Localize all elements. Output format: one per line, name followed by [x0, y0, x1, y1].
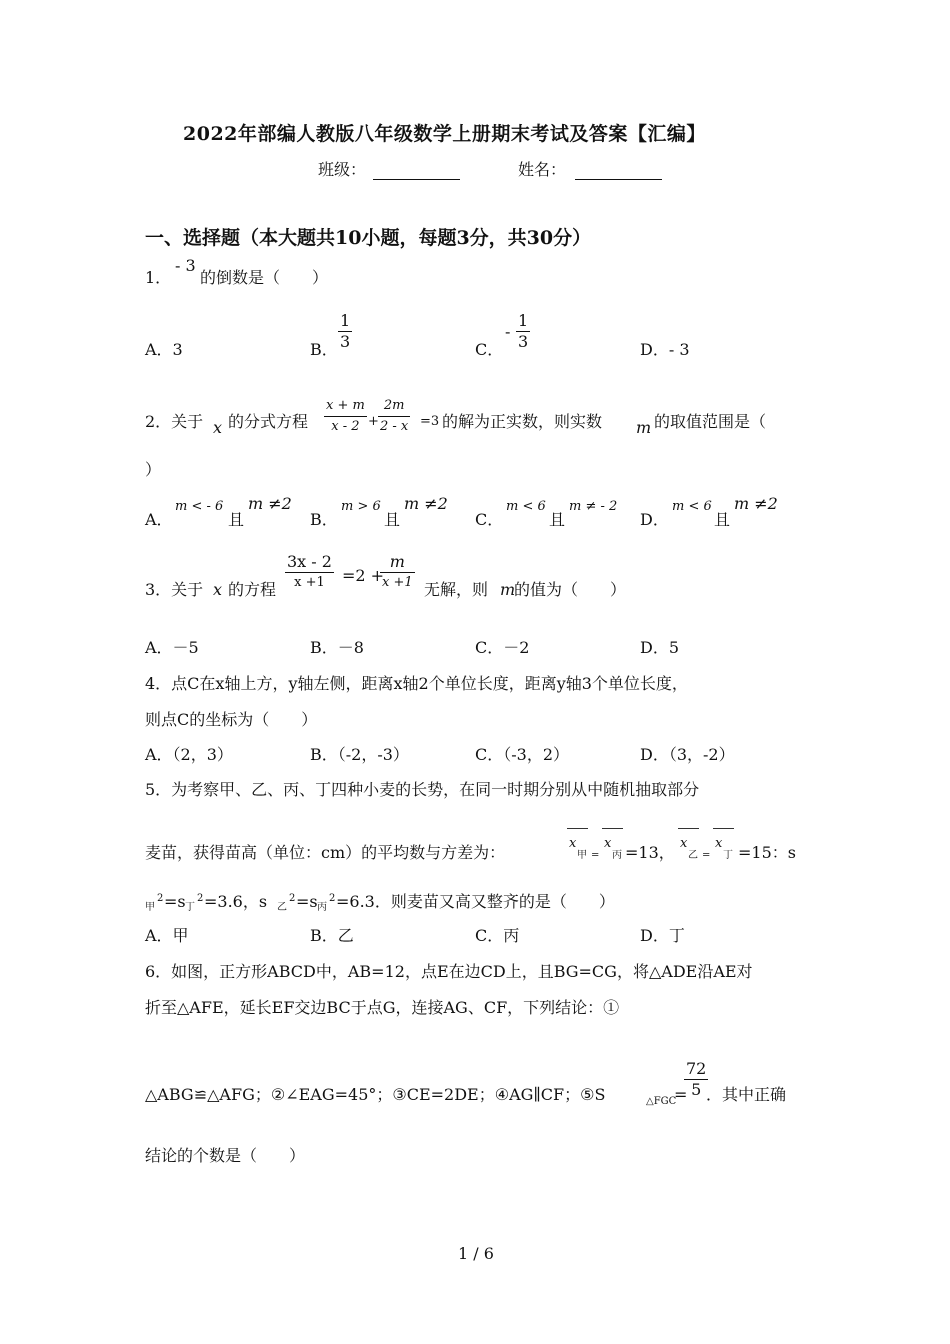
q5-option-b: B．乙 [310, 926, 354, 945]
q2-option-d-and: 且 [714, 510, 731, 529]
q5-mean-x-jia: x [569, 836, 577, 851]
q2-option-d: D． [640, 510, 669, 529]
q5-mean-bar-bing [602, 828, 623, 830]
q2-fraction-2: 2m 2 - x [380, 398, 409, 434]
q5-sub-bing: 丙 [612, 850, 622, 861]
q2-fraction-1: x + m x - 2 [326, 398, 365, 434]
q2-text-4: 的取值范围是（ [654, 412, 767, 431]
q2-option-d-cond-2: m ≠2 [734, 494, 778, 513]
page-number: 1 / 6 [458, 1244, 494, 1263]
q5-mean-x-bing: x [604, 836, 612, 851]
q1-number: 1． [145, 268, 172, 287]
q5-var-sub-bing: 丙 [317, 902, 327, 913]
q5-var-text-2: =3.6，s [204, 892, 268, 911]
q2-option-b-cond-2: m ≠2 [404, 494, 448, 513]
q3-option-c: C．－2 [475, 638, 530, 657]
q5-var-sub-yi: 乙 [277, 902, 287, 913]
q5-line-2: 麦苗，获得苗高（单位：cm）的平均数与方差为： [145, 843, 506, 862]
name-label: 姓名： [518, 160, 567, 179]
q2-option-a-and: 且 [228, 510, 245, 529]
q1-text: 的倒数是（ ） [200, 268, 329, 287]
q2-option-a-cond-1: m < - 6 [175, 499, 224, 514]
q1-option-c: C． [475, 340, 504, 359]
q2-option-c-and: 且 [549, 510, 566, 529]
q5-mean-x-ding: x [715, 836, 723, 851]
q3-var-x: x [213, 580, 223, 599]
q3-option-b: B．－8 [310, 638, 364, 657]
q5-option-c: C．丙 [475, 926, 520, 945]
q2-option-a-cond-2: m ≠2 [248, 494, 292, 513]
q3-var-m: m [500, 580, 516, 599]
q6-line-3-end: ．其中正确 [706, 1085, 787, 1104]
q5-value-1: =13， [625, 843, 675, 862]
q5-mean-bar-ding [713, 828, 734, 830]
q5-option-d: D．丁 [640, 926, 685, 945]
q6-line-4: 结论的个数是（ ） [145, 1146, 306, 1165]
q4-line-2: 则点C的坐标为（ ） [145, 710, 318, 729]
q5-line-1: 5．为考察甲、乙、丙、丁四种小麦的长势，在同一时期分别从中随机抽取部分 [145, 780, 700, 799]
q5-eq-2: = [702, 850, 711, 861]
q4-option-d: D．（3，-2） [640, 745, 735, 764]
q5-mean-bar-yi [678, 828, 699, 830]
q3-option-d: D．5 [640, 638, 680, 657]
q2-text-1: 2．关于 [145, 412, 204, 431]
q3-middle: =2 + [342, 566, 385, 585]
q6-line-2: 折至△AFE，延长EF交边BC于点G，连接AG、CF，下列结论：① [145, 998, 620, 1017]
q1-expression: - 3 [175, 256, 196, 275]
q5-mean-bar-jia [567, 828, 588, 830]
q1-option-d: D．- 3 [640, 340, 690, 359]
q2-text-2: 的分式方程 [228, 412, 309, 431]
q5-var-sup-3: 2 [289, 893, 296, 904]
class-blank[interactable] [373, 178, 460, 180]
q5-option-a: A．甲 [145, 926, 189, 945]
q5-var-sub-jia: 甲 [145, 902, 155, 913]
q5-var-text-4: =6.3．则麦苗又高又整齐的是（ ） [336, 892, 615, 911]
q5-var-sup-1: 2 [157, 893, 164, 904]
q5-mean-x-yi: x [680, 836, 688, 851]
q2-option-c-cond-1: m < 6 [506, 499, 546, 514]
q2-equals: =3 [420, 414, 440, 429]
q5-var-sup-4: 2 [329, 893, 336, 904]
q6-fraction: 72 5 [686, 1059, 707, 1099]
q3-text-3: 无解，则 [424, 580, 489, 599]
q2-option-b: B． [310, 510, 338, 529]
q2-var-x: x [213, 418, 223, 437]
q3-text-2: 的方程 [228, 580, 277, 599]
q3-option-a: A．－5 [145, 638, 199, 657]
q1-option-c-fraction: 1 3 [518, 311, 529, 351]
q2-option-b-and: 且 [384, 510, 401, 529]
q6-line-3: △ABG≌△AFG；②∠EAG=45°；③CE=2DE；④AG∥CF；⑤S [145, 1085, 606, 1104]
page-title: 2022年部编人教版八年级数学上册期末考试及答案【汇编】 [183, 123, 706, 145]
q5-var-text-3: =s [296, 892, 318, 911]
q6-area-equals: = [674, 1085, 688, 1104]
q6-line-1: 6．如图，正方形ABCD中，AB=12，点E在边CD上，且BG=CG，将△ADE沿AE对 [145, 962, 753, 981]
q5-var-sup-2: 2 [197, 893, 204, 904]
name-blank[interactable] [575, 178, 662, 180]
q5-sub-yi: 乙 [688, 850, 698, 861]
q3-text-4: 的值为（ ） [514, 580, 627, 599]
section-heading: 一、选择题（本大题共10小题，每题3分，共30分） [145, 227, 592, 249]
q5-var-sub-ding: 丁 [185, 902, 195, 913]
q5-sub-ding: 丁 [723, 850, 733, 861]
q2-option-b-cond-1: m > 6 [341, 499, 381, 514]
q4-option-b: B．（-2，-3） [310, 745, 409, 764]
q2-option-c: C． [475, 510, 504, 529]
q5-var-text-1: =s [164, 892, 186, 911]
q1-option-b-fraction: 1 3 [340, 311, 351, 351]
class-label: 班级： [318, 160, 367, 179]
q2-plus: + [368, 414, 379, 429]
q5-sub-jia: 甲 [577, 850, 587, 861]
q3-text-1: 3．关于 [145, 580, 204, 599]
q2-option-a: A． [145, 510, 173, 529]
q3-fraction-1: 3x - 2 x +1 [287, 552, 332, 590]
q4-option-c: C．（-3，2） [475, 745, 570, 764]
q4-option-a: A．（2，3） [145, 745, 233, 764]
q4-line-1: 4．点C在x轴上方，y轴左侧，距离x轴2个单位长度，距离y轴3个单位长度， [145, 674, 688, 693]
q1-option-c-sign: - [505, 322, 511, 341]
q2-var-m: m [636, 418, 652, 437]
q2-text-3: 的解为正实数，则实数 [442, 412, 603, 431]
q3-fraction-2: m x +1 [382, 552, 413, 590]
q2-option-c-cond-2: m ≠ - 2 [569, 499, 618, 514]
q2-close-paren: ） [145, 460, 162, 479]
q6-area-subscript: △FGC [646, 1096, 677, 1107]
q1-option-a: A．3 [145, 340, 183, 359]
q5-eq-1: = [591, 850, 600, 861]
q5-value-2: =15：s [738, 843, 796, 862]
q1-option-b: B． [310, 340, 338, 359]
q2-option-d-cond-1: m < 6 [672, 499, 712, 514]
